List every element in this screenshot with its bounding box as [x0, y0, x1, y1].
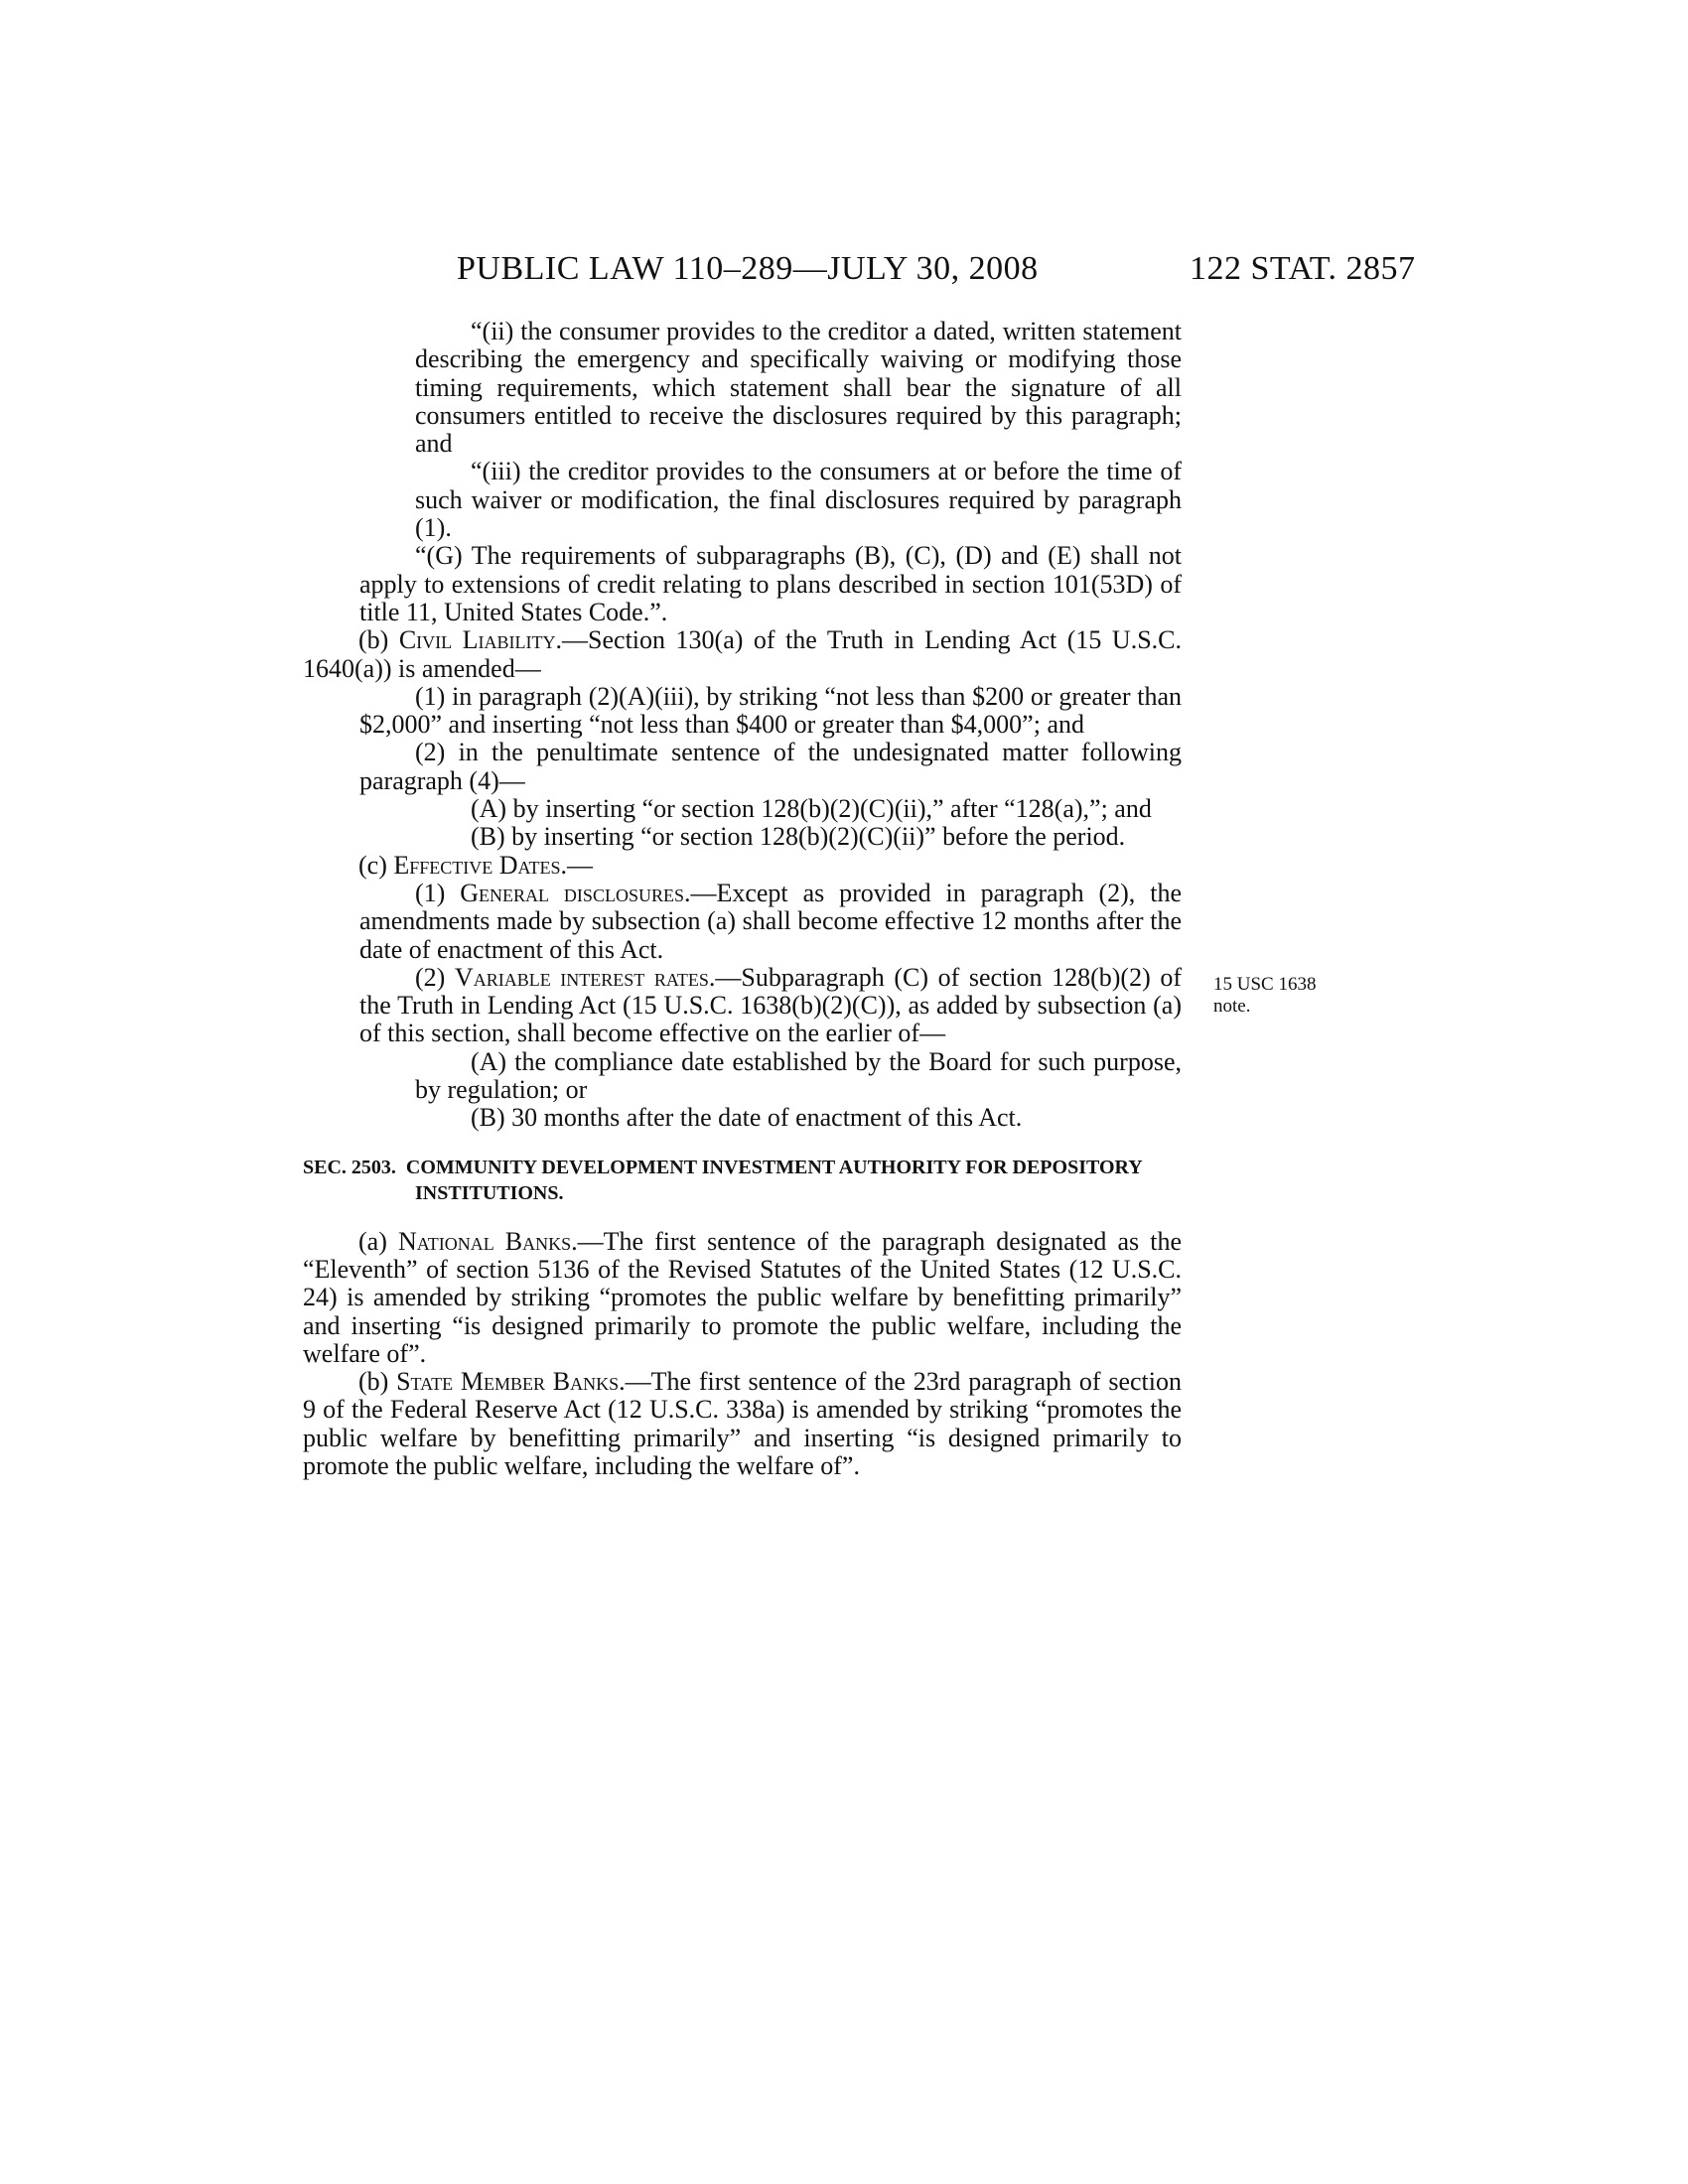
paragraph-b-1: (1) in paragraph (2)(A)(iii), by striking “not less than $200 or greater than $2,000” and inserting “not less than $400 or greater than $4,000”; and: [359, 681, 1182, 740]
subsection-c-number: (c): [358, 850, 394, 880]
subparagraph-c-2-a: (A) the compliance date established by the Board for such purpose, by regulation; or: [415, 1046, 1182, 1105]
section-title: COMMUNITY DEVELOPMENT INVESTMENT AUTHORITY FOR DEPOSITORY INSTITUTIONS.: [405, 1156, 1142, 1204]
margin-note-label: note.: [1213, 996, 1251, 1017]
paragraph-c-1-heading: General disclosures: [460, 878, 684, 907]
margin-note-citation: 15 USC 1638: [1213, 974, 1317, 995]
section-subsection-a-heading: National Banks: [397, 1226, 572, 1256]
paragraph-c-1-number: (1): [415, 878, 461, 907]
section-subsection-b-heading: State Member Banks: [396, 1367, 620, 1397]
paragraph-c-1: [303, 880, 1182, 964]
paragraph-c-2-text: .—Subparagraph (C) of section 128(b)(2) of the Truth in Lending Act (15 U.S.C. 1638(b)(2)(C)), as added by subsection (a) of this section, shall become effective on the earlier of—: [359, 962, 1182, 1048]
paragraph-c-2-heading: Variable interest rates: [454, 962, 709, 992]
subsection-c: [303, 852, 1182, 880]
section-subsection-b: [303, 1368, 1182, 1480]
paragraph-c-1-text: .—Except as provided in paragraph (2), the amendments made by subsection (a) shall become effective 12 months after the date of enactment of this Act.: [359, 878, 1182, 964]
running-header-title: PUBLIC LAW 110–289—JULY 30, 2008: [457, 250, 1039, 287]
subparagraph-c-2-b: (B) 30 months after the date of enactment of this Act.: [471, 1103, 1023, 1133]
subsection-b-number: (b): [358, 625, 399, 655]
paragraph-b-2: (2) in the penultimate sentence of the undesignated matter following paragraph (4)—: [359, 738, 1182, 795]
clause-ii: “(ii) the consumer provides to the creditor a dated, written statement describing the emergency and specifically waiving or modifying those timing requirements, which statement shall bear the signature of all consumers entitled to receive the disclosures required by this paragraph; and: [415, 317, 1182, 459]
section-subsection-b-number: (b): [358, 1367, 397, 1397]
subsection-c-heading: Effective Dates: [393, 850, 561, 880]
section-subsection-a-text: .—The first sentence of the paragraph designated as the “Eleventh” of section 5136 of the Revised Statutes of the United States (12 U.S.C. 24) is amended by striking “promotes the public welfare by benefitting primarily” and inserting “is designed primarily to promote the public welfare, including the welfare of”.: [303, 1226, 1182, 1368]
subparagraph-g: “(G) The requirements of subparagraphs (B), (C), (D) and (E) shall not apply to extensions of credit relating to plans described in section 101(53D) of title 11, United States Code.”.: [359, 541, 1182, 626]
section-heading: [303, 1155, 1182, 1206]
paragraph-c-2: [303, 964, 1182, 1048]
clause-iii: “(iii) the creditor provides to the consumers at or before the time of such waiver or modification, the final disclosures required by paragraph (1).: [415, 457, 1182, 543]
subparagraph-b-2-b: (B) by inserting “or section 128(b)(2)(C)(ii)” before the period.: [471, 822, 1126, 852]
section-number: SEC. 2503.: [303, 1156, 396, 1178]
paragraph-c-2-number: (2): [415, 962, 455, 992]
section-subsection-a-number: (a): [358, 1226, 398, 1256]
subsection-b: [303, 626, 1182, 683]
subsection-b-text: .—Section 130(a) of the Truth in Lending Act (15 U.S.C. 1640(a)) is amended—: [303, 625, 1182, 683]
subparagraph-b-2-a: (A) by inserting “or section 128(b)(2)(C)(ii),” after “128(a),”; and: [471, 794, 1152, 824]
body-text: [303, 318, 1182, 1480]
margin-note: [1213, 974, 1352, 1018]
running-header-page-number: 122 STAT. 2857: [1190, 250, 1416, 287]
subsection-b-heading: Civil Liability: [398, 625, 556, 655]
section-subsection-a: [303, 1228, 1182, 1368]
section-subsection-b-text: .—The first sentence of the 23rd paragraph of section 9 of the Federal Reserve Act (12 U.S.C. 338a) is amended by striking “promotes the public welfare by benefitting primarily” and inserting “is designed primarily to promote the public welfare, including the welfare of”.: [303, 1367, 1182, 1480]
subsection-c-text: .—: [560, 850, 594, 880]
